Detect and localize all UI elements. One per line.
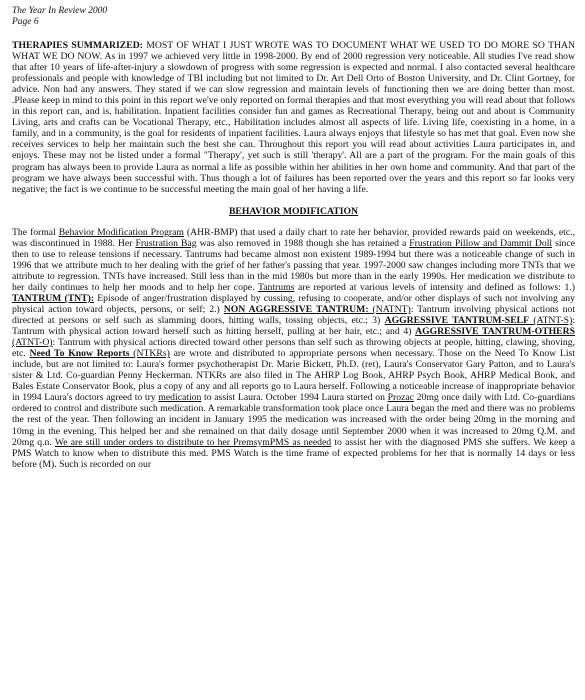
tantrums-term: Tantrums [257,281,295,293]
page-number: Page 6 [12,17,39,27]
body-text: to assist Laura. October 1994 Laura started on [201,392,388,404]
natnt-code: (NATNT) [368,303,411,315]
body-text: : Tantrum with physical action toward herself such as hitting herself, pulling at her hair, etc.; and 4) [12,315,575,338]
prozac-term: Prozac [387,392,414,404]
medication-term: medication [158,392,202,404]
body-text: are reported at various levels of intensity and defined as follows: 1.) [294,281,575,293]
atnt-o-term: AGGRESSIVE TANTRUM-OTHERS [415,326,575,338]
body-text: : Tantrum with physical actions directed toward other persons than self such as throwing objects at people, hitting, clawing, shoving, etc. [12,337,575,360]
body-text: are wrote and distributed to appropriate persons when necessary. Those on the Need To Know List include, but are not limited to: Laura's former psychotherapist Dr. Marie Bickett, Ph.D. (ret), Laura's Conservator Gary Patton, and to Laura's sister & Ltd. Co-guardian Penny Heckerman. NTKRs are also filed in The AHRP Log Book, AHRP Psych Book, AHRP Medical Book, and Bales Estate Conservator Book, plus a copy of any and all reports go to Laura herself. Following a noticeable increase of inappropriate behavior in 1994 Laura's doctors agreed to try [12,348,575,404]
tnt-term: TANTRUM (TNT): [12,292,95,304]
ntk-code: (NTKRs) [129,348,170,360]
bmp-term: Behavior Modification Program [58,226,184,238]
body-text: The formal [12,226,59,238]
frustration-pillow-term: Frustration Pillow and Dammit Doll [409,237,553,249]
frustration-bag-term: Frustration Bag [135,237,197,249]
body-text: was also removed in 1988 though she has retained a [196,237,410,249]
body-text: : Tantrum involving physical actions not directed at persons or self such as slamming doors, hitting walls, tossing objects, etc.; 3) [12,303,576,327]
atnt-o-code: (ATNT-O) [12,337,53,349]
ntk-term: Need To Know Reports [29,348,130,360]
therapies-text: MOST OF WHAT I JUST WROTE WAS TO DOCUMENT WHAT WE USED TO DO MORE SO THAN WHAT WE DO NOW. As in 1997 we achieved very little in 1998-2000. By end of 2000 regression very noticeable. All studies I've read show that after 10 years of life-after-injury a slowdown of progress with some regression is expected and normal. I also contacted several healthcare professionals and people with knowledge of TBI including but not limited to Dr. Art Dell Orto of Boston University, and Dr. Clint Gortney, for advice. Non had any answers. They stated if we can slow regression and maintain levels of functioning then we are doing better than most. .Please keep in mind to this point in this report we've only reported on formal therapies and that most everything you will read about that follows in this report can, and is, habilitation. Inpatient facilities consider fun and games as Recreational Therapy, being out and about is Community Living, arts and crafts can be Vocational Therapy, etc., Habilitation includes almost all aspects of life. Living life, coexisting in a home, in a family, and in a community, is the goal for residents of inpatient facilities. Laura always enjoys that lifestyle so has met that goal. Even now she receives services to help her maintain such the best she can. Throughout this report you will read about activities Laura participates in, and enjoys. These may not be listed under a formal "Therapy', yet such is still 'therapy'. All are a part of the program. For the main goals of this program has always been to provide Laura as normal a life as possible within her abilities in her own home and community. And that part of the program we have always been successful with. Thus though a lot of failures has been reported over the years and this report so far looks very negative; the fact is we continue to be successful meeting the main goal of her having a life. [12,40,575,195]
body-text: (AHR-BMP) that used a daily chart to rate her behavior, provided rewards paid on weekends, etc., was discontinued in 1988. Her [12,226,575,249]
pms-orders-term: We are still under orders to distribute to her PremsymPMS as needed [54,436,332,448]
therapies-summary-paragraph [12,40,575,195]
behavior-modification-heading: BEHAVIOR MODIFICATION [228,205,359,217]
natnt-term: NON AGGRESSIVE TANTRUM: [223,303,369,315]
running-header [12,6,575,28]
atnt-s-term: AGGRESSIVE TANTRUM-SELF [384,315,530,327]
behavior-modification-paragraph [12,227,575,470]
body-text: 20mg once daily with Ltd. Co-guardians ordered to control and distribute such medication. A remarkable transformation took place once Laura began the med and there was no problems the rest of the year. Then following an incident in January 1995 the medication was increased with the order being 20mg in the morning and 10mg in the evening. This helped her and she remained on that daily dosage until September 2000 when it was increased to 20mg Q.M. and 20mg q.n. [12,392,575,448]
body-text: to assist her with the diagnosed PMS she suffers. We keep a PMS Watch to know when to distribute this med. PMS Watch is the time frame of expected problems for her that is normally 14 days or less before (M). Such is recorded on our [12,436,575,470]
atnt-s-code: (ATNT-S) [529,315,573,327]
therapies-lead: THERAPIES SUMMARIZED: [12,40,143,51]
body-text: Episode of anger/frustration displayed by cussing, refusing to cooperate, and/or other displays of such not involving any physical action toward objects, persons, or self; 2.) [12,292,575,315]
report-title: The Year In Review 2000 [12,6,108,16]
body-text: since then to use to release tensions if necessary. Tantrums had became almost non existent 1989-1994 but there was a noticeable change of such in 1996 that we attribute much to her dealing with the grief of her father's passing that year. 1997-2000 saw changes including more TNTs that we attribute to regression. TNTs have increased. Still less than in the mid 1980s but more than in the early 1990s. Her medication we distribute to her daily continues to help her moods and to help her cope. [12,237,575,293]
